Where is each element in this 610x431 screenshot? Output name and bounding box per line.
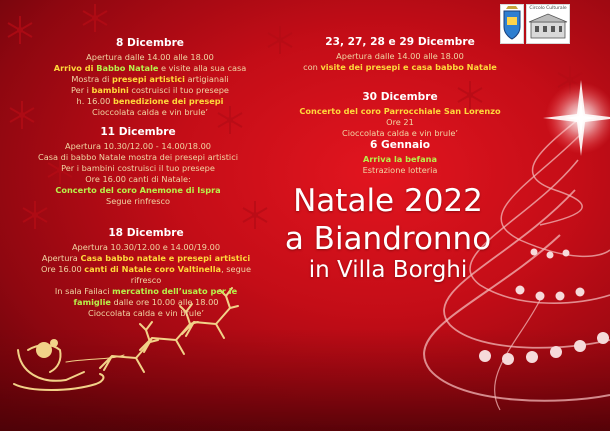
event-date: 8 Dicembre	[116, 37, 184, 49]
event-line: rifresco	[130, 275, 162, 285]
circolo-label: Circolo Culturale	[529, 6, 567, 11]
event-dec-11	[22, 126, 254, 207]
event-date: 6 Gennaio	[369, 139, 431, 151]
main-title-line-1: Natale 2022	[293, 183, 483, 219]
event-line: Cioccolata calda e vin brule’	[92, 107, 208, 117]
event-jan-6	[286, 139, 514, 176]
event-line: Mostra di presepi artistici artigianali	[71, 74, 229, 84]
event-line: Apertura 10.30/12.00 e 14.00/19.00	[71, 242, 221, 252]
event-line: Per i bambini costruisci il tuo presepe	[61, 163, 215, 173]
event-line: Apertura 10.30/12.00 - 14.00/18.00	[64, 141, 212, 151]
event-dec-30	[286, 91, 514, 139]
event-line: Arriva la befana	[363, 154, 437, 164]
event-line: Ore 16.00 canti di Natale:	[85, 174, 191, 184]
event-date: 11 Dicembre	[100, 126, 176, 138]
event-line: Segue rinfresco	[106, 196, 170, 206]
event-line: Ore 16.00 canti di Natale coro Valtinella, segue	[40, 264, 252, 274]
event-date: 18 Dicembre	[108, 227, 184, 239]
event-line: Cioccolata calda e vin brule’	[342, 128, 458, 138]
event-dec-23-29	[286, 36, 514, 73]
event-line: In sala Failaci mercatino dell’usato per le	[54, 286, 238, 296]
event-dec-8	[40, 37, 260, 118]
event-line: h. 16.00 benedizione dei presepi	[76, 96, 224, 106]
event-line: Apertura Casa babbo natale e presepi artistici	[41, 253, 251, 263]
event-date: 23, 27, 28 e 29 Dicembre	[325, 36, 475, 48]
event-line: Per i bambini costruisci il tuo presepe	[71, 85, 229, 95]
circolo-culturale-logo	[526, 4, 570, 44]
event-date: 30 Dicembre	[362, 91, 438, 103]
event-line: Arrivo di Babbo Natale e visite alla sua casa	[53, 63, 247, 73]
event-line: Apertura dalle 14.00 alle 18.00	[86, 52, 214, 62]
event-line: Estrazione lotteria	[362, 165, 438, 175]
event-line: Casa di babbo Natale mostra dei presepi artistici	[38, 152, 238, 162]
event-line: famiglie dalle ore 10.00 alle 18.00	[73, 297, 219, 307]
star-sparkle-icon	[543, 80, 610, 156]
event-line: Ore 21	[386, 117, 414, 127]
event-line: Cioccolata calda e vin brule’	[88, 308, 204, 318]
villa-building-icon	[527, 12, 569, 42]
event-line: Concerto del coro Parrocchiale San Lorenzo	[299, 106, 501, 116]
event-dec-18	[30, 227, 262, 319]
event-line: Concerto del coro Anemone di Ispra	[55, 185, 221, 195]
main-title-line-3: in Villa Borghi	[308, 257, 468, 283]
event-line: Apertura dalle 14.00 alle 18.00	[336, 51, 464, 61]
event-line: con visite dei presepi e casa babbo Natale	[303, 62, 497, 72]
main-title-line-2: a Biandronno	[284, 221, 492, 257]
